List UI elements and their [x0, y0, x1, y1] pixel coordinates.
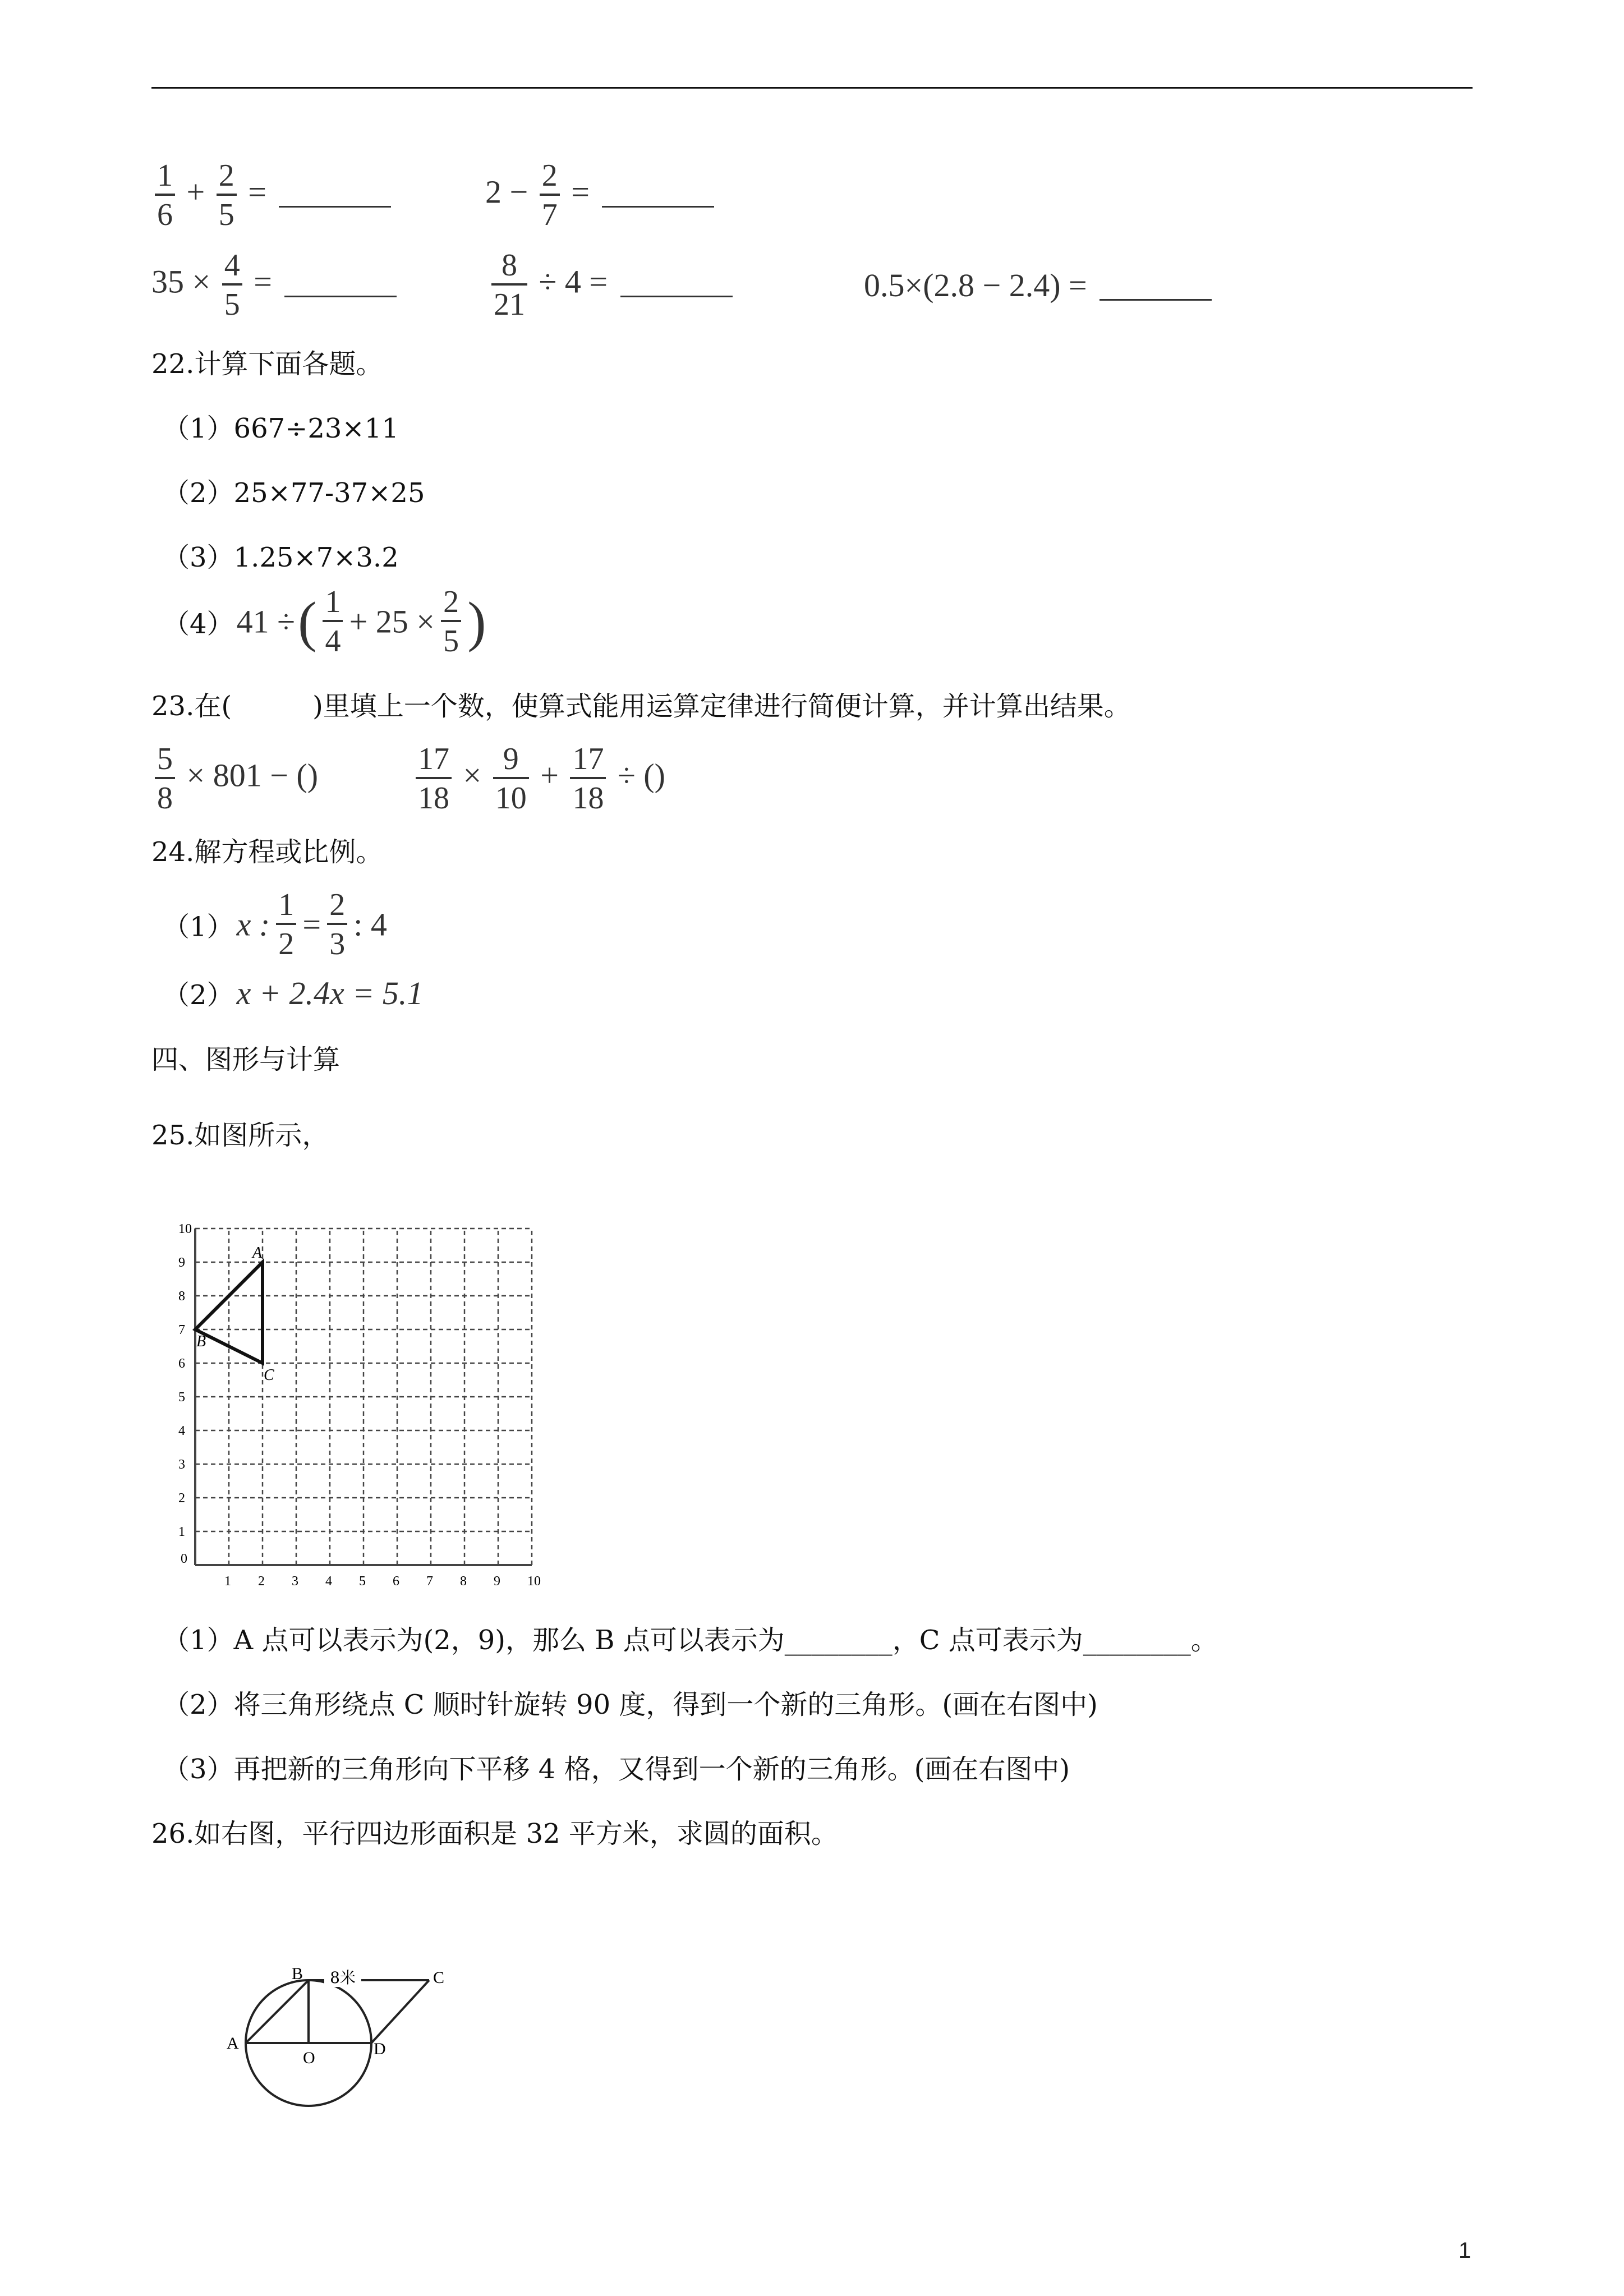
fraction: $\frac{1}{6}$ [155, 160, 175, 231]
q22-item-3: （3）1.25×7×3.2 [163, 542, 399, 573]
grid-tick-labels [178, 1223, 541, 1589]
fraction: $\frac{1}{4}$ [323, 586, 343, 657]
point-label-b: B [292, 1964, 303, 1983]
x-tick-label: 4 [325, 1574, 332, 1589]
point-label-b: B [196, 1333, 206, 1350]
x-tick-label: 8 [460, 1574, 467, 1589]
q26-title: 26.如右图，平行四边形面积是 32 平方米，求圆的面积。 [151, 1818, 838, 1849]
side-cd [371, 1980, 429, 2043]
fraction: $\frac{2}{5}$ [441, 586, 461, 657]
x-tick-label: 10 [527, 1574, 541, 1589]
fraction: $\frac{5}{8}$ [155, 743, 175, 814]
point-label-a: A [227, 2034, 239, 2053]
fraction: $\frac{17}{18}$ [416, 743, 452, 814]
x-tick-label: 2 [258, 1574, 265, 1589]
section-heading: 四、图形与计算 [151, 1044, 341, 1075]
fraction: $\frac{2}{3}$ [327, 889, 347, 960]
fraction: $\frac{2}{7}$ [540, 160, 560, 231]
x-tick-label: 0 [181, 1552, 187, 1566]
fraction: $\frac{4}{5}$ [222, 250, 242, 320]
q22-item-1: （1）667÷23×11 [163, 413, 399, 444]
q23-expr-2: $\frac{17}{18}$ × $\frac{9}{10}$ + $\frac{17}{18}$ ÷ () [412, 743, 665, 814]
fraction: $\frac{8}{21}$ [491, 250, 527, 320]
q22-item-2: （2）25×77-37×25 [163, 477, 425, 509]
q21-expr-4: $\frac{8}{21}$ ÷ 4 = [488, 250, 733, 320]
fraction: $\frac{1}{2}$ [276, 889, 296, 960]
q25-item-1: （1）A 点可以表示为(2，9)，那么 B 点可以表示为________，C 点可表示为________。 [163, 1625, 1218, 1656]
y-tick-label: 1 [178, 1525, 185, 1539]
circle-parallelogram-figure [219, 1930, 466, 2120]
length-label: 8米 [330, 1968, 356, 1987]
fraction: $\frac{2}{5}$ [217, 160, 237, 231]
coordinate-grid [168, 1223, 572, 1604]
point-label-a: A [252, 1244, 263, 1262]
q24-item-2: （2） x + 2.4x = 5.1 [163, 975, 424, 1011]
x-tick-label: 1 [224, 1574, 231, 1589]
fraction: $\frac{9}{10}$ [493, 743, 529, 814]
q25-item-3: （3）再把新的三角形向下平移 4 格，又得到一个新的三角形。(画在右图中) [163, 1754, 1070, 1785]
point-label-d: D [374, 2040, 386, 2058]
x-tick-label: 9 [494, 1574, 500, 1589]
header-rule [151, 87, 1473, 89]
answer-blank[interactable] [284, 273, 397, 297]
y-tick-label: 9 [178, 1255, 185, 1270]
q21-expr-3: 35 × $\frac{4}{5}$ = [151, 250, 397, 320]
answer-blank[interactable] [1099, 277, 1212, 301]
point-label-c: C [264, 1366, 274, 1384]
q21-expr-5: 0.5×(2.8 − 2.4) = [864, 266, 1212, 304]
q25-title: 25.如图所示， [151, 1120, 329, 1151]
y-tick-label: 7 [178, 1323, 185, 1337]
y-tick-label: 6 [178, 1356, 185, 1371]
x-tick-label: 5 [359, 1574, 366, 1589]
x-tick-label: 6 [393, 1574, 399, 1589]
point-label-o: O [303, 2049, 315, 2067]
answer-blank[interactable] [279, 183, 391, 208]
point-label-c: C [433, 1968, 445, 1987]
q25-item-2: （2）将三角形绕点 C 顺时针旋转 90 度，得到一个新的三角形。(画在右图中) [163, 1689, 1098, 1720]
fraction: $\frac{17}{18}$ [570, 743, 606, 814]
y-tick-label: 2 [178, 1491, 185, 1506]
y-tick-label: 5 [178, 1390, 185, 1405]
q21-expr-2: 2 − $\frac{2}{7}$ = [485, 160, 714, 231]
q22-title: 22.计算下面各题。 [151, 348, 383, 380]
x-tick-label: 7 [426, 1574, 433, 1589]
answer-blank[interactable] [620, 273, 733, 297]
q21-expr-1: $\frac{1}{6}$ + $\frac{2}{5}$ = [151, 160, 391, 231]
q24-item-1: （1） x : $\frac{1}{2}$ = $\frac{2}{3}$ : 4 [163, 887, 387, 961]
q24-title: 24.解方程或比例。 [151, 836, 383, 868]
q22-item-4: （4） 41 ÷ ( $\frac{1}{4}$ + 25 × $\frac{2}{5}$ ) [163, 585, 486, 659]
y-tick-label: 10 [178, 1223, 192, 1236]
x-tick-label: 3 [292, 1574, 298, 1589]
q23-expr-1: $\frac{5}{8}$ × 801 − () [151, 743, 318, 814]
y-tick-label: 8 [178, 1289, 185, 1304]
q23-title: 23.在( )里填上一个数，使算式能用运算定律进行简便计算，并计算出结果。 [151, 691, 1131, 722]
page-number: 1 [1459, 2238, 1471, 2263]
answer-blank[interactable] [602, 183, 714, 208]
y-tick-label: 3 [178, 1457, 185, 1472]
y-tick-label: 4 [178, 1424, 185, 1438]
